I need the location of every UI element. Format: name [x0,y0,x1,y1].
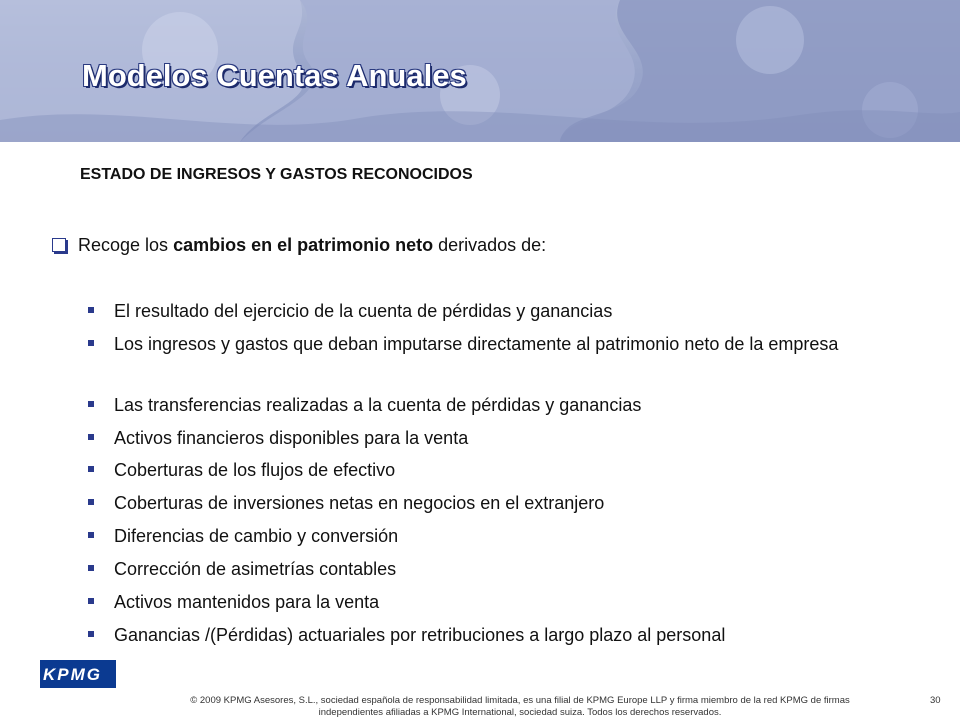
square-bullet-icon [88,340,94,346]
list-item-text: Activos financieros disponibles para la venta [114,428,469,448]
square-bullet-icon [88,565,94,571]
square-bullet-icon [88,532,94,538]
list-item [88,558,874,580]
square-bullet-icon [88,631,94,637]
square-bullet-icon [88,499,94,505]
list-item-text: Ganancias /(Pérdidas) actuariales por retribuciones a largo plazo al personal [114,625,726,645]
list-item [88,525,874,547]
kpmg-logo-text: KPMG [43,665,102,684]
header-banner [0,0,960,142]
list-item-text: Corrección de asimetrías contables [114,559,397,579]
copyright-line-1: © 2009 KPMG Asesores, S.L., sociedad española de responsabilidad limitada, es una filial de KPMG Europe LLP y firma miembro de la red KPMG de firmas [190,695,850,706]
list-item [88,300,874,322]
list-item [88,333,874,355]
list-item [88,591,874,613]
list-item-text: Diferencias de cambio y conversión [114,526,399,546]
page-number: 30 [930,695,941,706]
square-bullet-icon [88,598,94,604]
section-subtitle: ESTADO DE INGRESOS Y GASTOS RECONOCIDOS [80,166,473,183]
page-title: Modelos Cuentas Anuales [82,58,467,93]
list-item [88,459,874,481]
list-item-text: Los ingresos y gastos que deban imputarse directamente al patrimonio neto de la empresa [114,334,839,354]
list-item-text: Las transferencias realizadas a la cuenta de pérdidas y ganancias [114,395,642,415]
list-item-text: Coberturas de los flujos de efectivo [114,460,396,480]
lead-suffix: derivados de: [433,235,547,255]
checkbox-bullet-icon [52,238,66,252]
list-item-text: Activos mantenidos para la venta [114,592,380,612]
square-bullet-icon [88,401,94,407]
lead-prefix: Recoge los [78,235,174,255]
list-item-text: Coberturas de inversiones netas en negocios en el extranjero [114,493,605,513]
list-item-text: El resultado del ejercicio de la cuenta de pérdidas y ganancias [114,301,613,321]
list-item [88,624,874,646]
list-item [88,492,874,514]
square-bullet-icon [88,434,94,440]
list-item [88,394,874,416]
lead-bold: cambios en el patrimonio neto [173,235,434,255]
square-bullet-icon [88,307,94,313]
kpmg-logo [40,660,116,688]
copyright-line-2: independientes afiliadas a KPMG International, sociedad suiza. Todos los derechos reservados. [318,707,722,718]
lead-text [78,235,546,256]
copyright-notice [120,695,920,719]
list-item [88,427,874,449]
square-bullet-icon [88,466,94,472]
